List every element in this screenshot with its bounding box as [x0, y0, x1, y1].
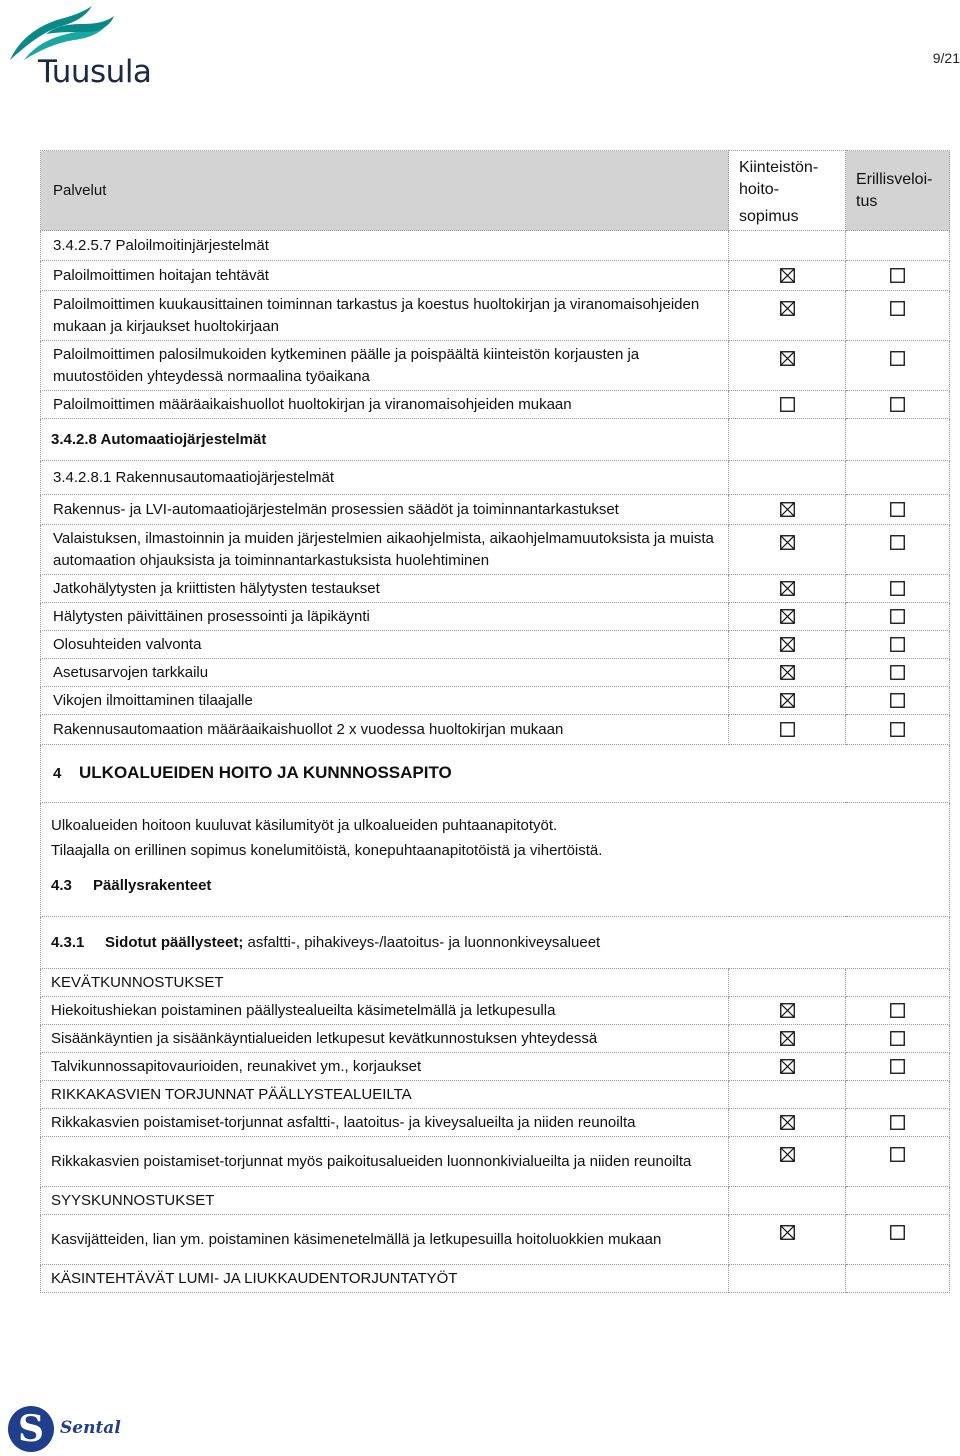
checked-box-icon — [780, 1028, 795, 1050]
checked-box-icon — [780, 1112, 795, 1134]
checked-box-icon — [780, 1056, 795, 1078]
row-label: Talvikunnossapitovaurioiden, reunakivet ym., korjaukset — [41, 1053, 729, 1081]
table-row — [41, 917, 950, 969]
table-row — [41, 575, 950, 603]
row-label: Paloilmoittimen hoitajan tehtävät — [41, 261, 729, 291]
tuusula-logo — [6, 4, 152, 90]
checked-box-icon — [780, 578, 795, 600]
row-label: Paloilmoittimen kuukausittainen toiminnan tarkastus ja koestus huoltokirjan ja viranomaisohjeiden mukaan ja kirjaukset huoltokirjaan — [41, 291, 729, 341]
row-label: Valaistuksen, ilmastoinnin ja muiden järjestelmien aikaohjelmista, aikaohjelmamuutoksista ja muista automaation ohjauksista ja toiminnantarkastuksista huolehtiminen — [41, 525, 729, 575]
sental-logo-text: Sental — [60, 1418, 121, 1438]
empty-box-icon — [890, 1112, 905, 1134]
cell-empty — [846, 1187, 950, 1215]
row-label: 3.4.2.5.7 Paloilmoitinjärjestelmät — [41, 231, 729, 261]
table-row — [41, 1081, 950, 1109]
table-row — [41, 603, 950, 631]
group-heading: KÄSINTEHTÄVÄT LUMI- JA LIUKKAUDENTORJUNTATYÖT — [41, 1265, 729, 1293]
checked-box-icon — [780, 347, 795, 369]
table-row — [41, 291, 950, 341]
cell-empty — [729, 1081, 846, 1109]
row-label: Paloilmoittimen palosilmukoiden kytkeminen päälle ja poispäältä kiinteistön korjausten ja muutostöiden yhteydessä normaalina työaikana — [41, 341, 729, 391]
cell-empty — [846, 1265, 950, 1293]
cell-empty — [729, 969, 846, 997]
intro-block — [41, 803, 950, 917]
row-label: Rakennusautomaation määräaikaishuollot 2 x vuodessa huoltokirjan mukaan — [41, 715, 729, 745]
cell-empty — [729, 1187, 846, 1215]
checked-box-icon — [780, 606, 795, 628]
cell-empty — [729, 231, 846, 261]
checked-box-icon — [780, 499, 795, 521]
chapter-number: 4 — [53, 765, 62, 782]
subsection-heading: 4.3.1 Sidotut päällysteet; asfaltti-, pihakiveys-/laatoitus- ja luonnonkiveysalueet — [41, 917, 950, 969]
sental-logo — [8, 1406, 128, 1454]
empty-box-icon — [890, 265, 905, 287]
table-row — [41, 341, 950, 391]
empty-box-icon — [890, 297, 905, 319]
page-number: 9/21 — [932, 50, 960, 66]
empty-box-icon — [890, 606, 905, 628]
empty-box-icon — [890, 531, 905, 553]
table-row — [41, 687, 950, 715]
table-row — [41, 1265, 950, 1293]
services-table — [40, 150, 950, 1293]
empty-box-icon — [890, 499, 905, 521]
cell-empty — [846, 419, 950, 461]
empty-box-icon — [890, 1000, 905, 1022]
table-row — [41, 495, 950, 525]
checked-box-icon — [780, 265, 795, 287]
empty-box-icon — [890, 394, 905, 416]
checked-box-icon — [780, 634, 795, 656]
logo-text: Tuusula — [38, 54, 152, 90]
empty-box-icon — [890, 347, 905, 369]
table-row — [41, 803, 950, 917]
row-label: Hälytysten päivittäinen prosessointi ja läpikäynti — [41, 603, 729, 631]
row-label: Hiekoitushiekan poistaminen päällystealueilta käsimetelmällä ja letkupesulla — [41, 997, 729, 1025]
empty-box-icon — [890, 1143, 905, 1165]
intro-line: Ulkoalueiden hoitoon kuuluvat käsilumityöt ja ulkoalueiden puhtaanapitotyöt. — [51, 817, 558, 834]
cell-empty — [729, 461, 846, 495]
section-heading: 3.4.2.8 Automaatiojärjestelmät — [41, 419, 729, 461]
table-row — [41, 1215, 950, 1265]
empty-box-icon — [890, 1056, 905, 1078]
group-heading: KEVÄTKUNNOSTUKSET — [41, 969, 729, 997]
table-row — [41, 231, 950, 261]
cell-empty — [846, 231, 950, 261]
table-row — [41, 659, 950, 687]
col-header-erillisveloitus: Erillisveloi- tus — [846, 151, 950, 231]
chapter-heading — [41, 745, 950, 803]
cell-empty — [729, 419, 846, 461]
cell-empty — [846, 461, 950, 495]
table-row — [41, 525, 950, 575]
row-label: Kasvijätteiden, lian ym. poistaminen käsimenetelmällä ja letkupesuilla hoitoluokkien mukaan — [41, 1215, 729, 1265]
table-row — [41, 997, 950, 1025]
checked-box-icon — [780, 1143, 795, 1165]
row-label: Sisäänkäyntien ja sisäänkäyntialueiden letkupesut kevätkunnostuksen yhteydessä — [41, 1025, 729, 1053]
row-label: Vikojen ilmoittaminen tilaajalle — [41, 687, 729, 715]
intro-line: Tilaajalla on erillinen sopimus konelumitöistä, konepuhtaanapitotöistä ja vihertöistä. — [51, 842, 603, 859]
row-label: Jatkohälytysten ja kriittisten hälytysten testaukset — [41, 575, 729, 603]
row-label: Paloilmoittimen määräaikaishuollot huoltokirjan ja viranomaisohjeiden mukaan — [41, 391, 729, 419]
checked-box-icon — [780, 662, 795, 684]
checked-box-icon — [780, 531, 795, 553]
table-row — [41, 1025, 950, 1053]
col-header-services: Palvelut — [41, 151, 729, 231]
empty-box-icon — [890, 719, 905, 741]
table-row — [41, 1137, 950, 1187]
table-row — [41, 419, 950, 461]
empty-box-icon — [780, 719, 795, 741]
table-row — [41, 1109, 950, 1137]
table-row — [41, 261, 950, 291]
empty-box-icon — [890, 690, 905, 712]
col-header-kiinteisto: Kiinteistön- hoito- sopimus — [729, 151, 846, 231]
table-row — [41, 745, 950, 803]
row-label: Olosuhteiden valvonta — [41, 631, 729, 659]
table-row — [41, 631, 950, 659]
group-heading: SYYSKUNNOSTUKSET — [41, 1187, 729, 1215]
row-label: Rikkakasvien poistamiset-torjunnat myös paikoitusalueiden luonnonkivialueilta ja niiden reunoilta — [41, 1137, 729, 1187]
subsection-heading: 4.3 Päällysrakenteet — [51, 877, 212, 894]
sental-logo-mark: S — [8, 1406, 54, 1452]
cell-empty — [729, 1265, 846, 1293]
empty-box-icon — [890, 578, 905, 600]
row-label: 3.4.2.8.1 Rakennusautomaatiojärjestelmät — [41, 461, 729, 495]
table-row — [41, 1187, 950, 1215]
table-row — [41, 1053, 950, 1081]
cell-empty — [846, 1081, 950, 1109]
empty-box-icon — [780, 394, 795, 416]
checked-box-icon — [780, 690, 795, 712]
group-heading: RIKKAKASVIEN TORJUNNAT PÄÄLLYSTEALUEILTA — [41, 1081, 729, 1109]
empty-box-icon — [890, 634, 905, 656]
row-label: Asetusarvojen tarkkailu — [41, 659, 729, 687]
checked-box-icon — [780, 1000, 795, 1022]
checked-box-icon — [780, 1221, 795, 1243]
empty-box-icon — [890, 662, 905, 684]
empty-box-icon — [890, 1028, 905, 1050]
chapter-title: ULKOALUEIDEN HOITO JA KUNNNOSSAPITO — [79, 763, 452, 782]
cell-empty — [846, 969, 950, 997]
table-row — [41, 969, 950, 997]
row-label: Rakennus- ja LVI-automaatiojärjestelmän prosessien säädöt ja toiminnantarkastukset — [41, 495, 729, 525]
table-row — [41, 461, 950, 495]
table-row — [41, 391, 950, 419]
checked-box-icon — [780, 297, 795, 319]
row-label: Rikkakasvien poistamiset-torjunnat asfaltti-, laatoitus- ja kiveysalueilta ja niiden reunoilta — [41, 1109, 729, 1137]
empty-box-icon — [890, 1221, 905, 1243]
table-row — [41, 715, 950, 745]
